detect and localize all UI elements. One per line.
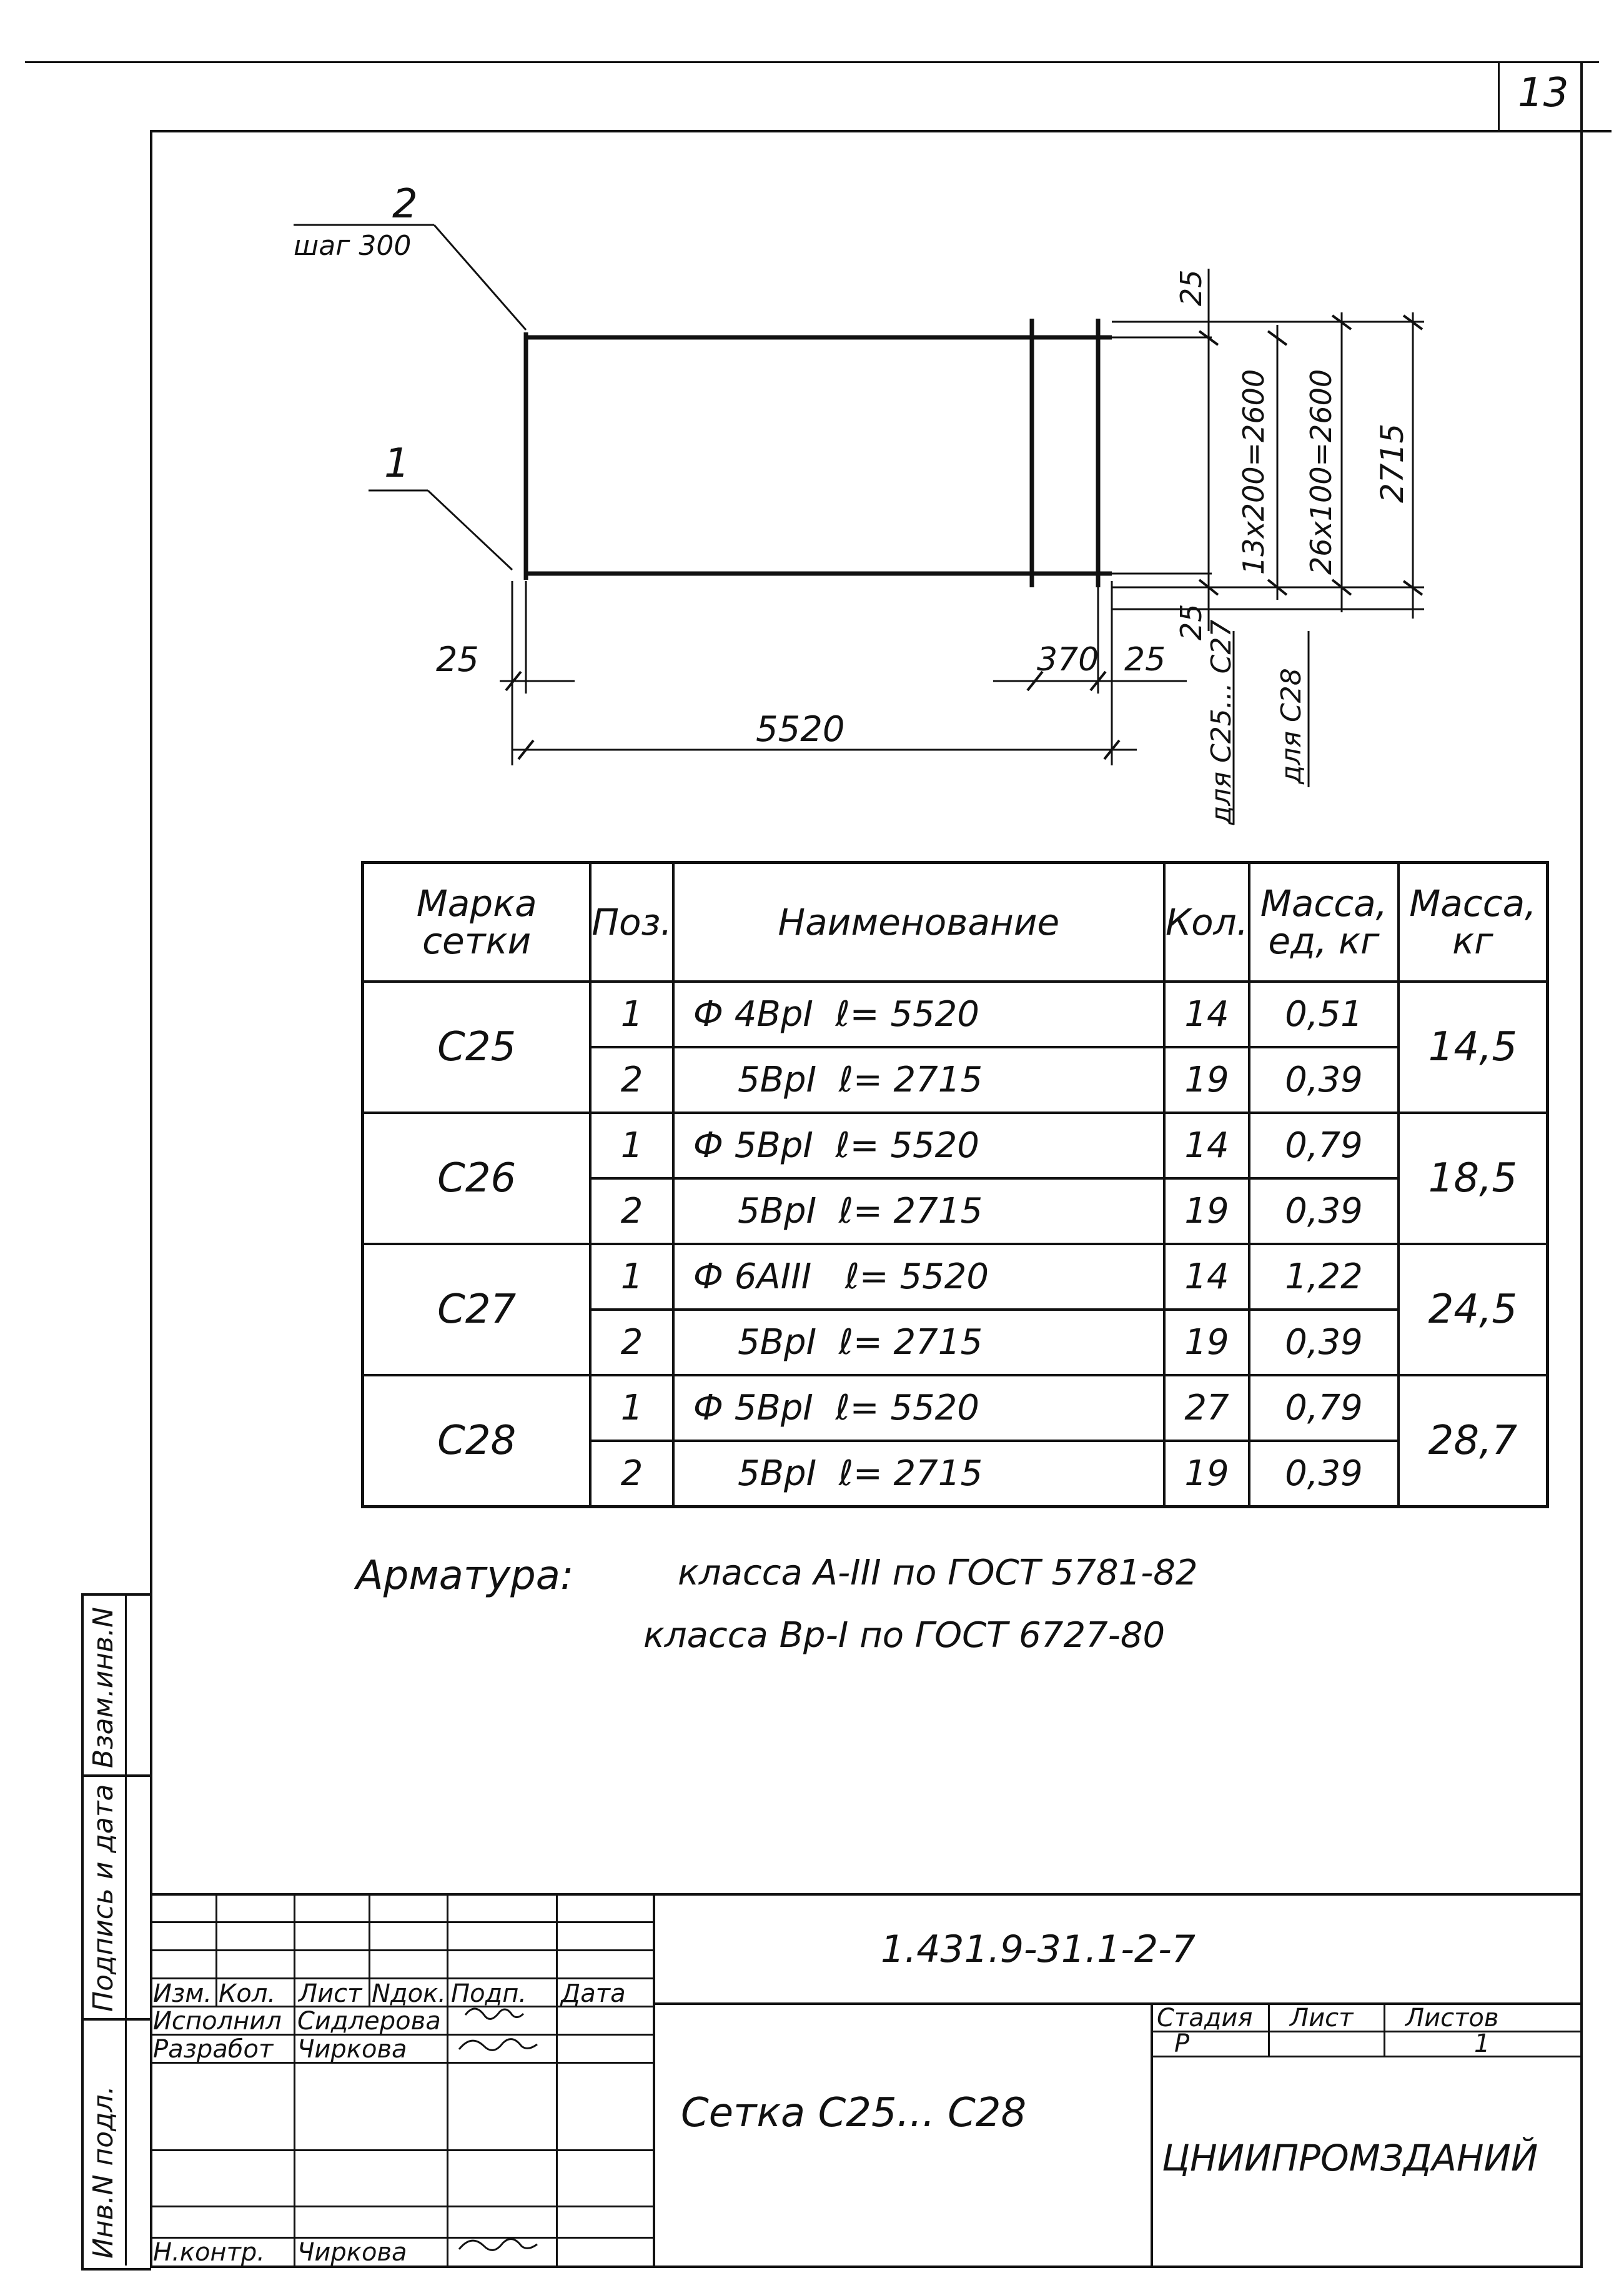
mesh-mark: С26 [363,1113,591,1244]
side-stamp-divider [81,2018,150,2021]
dim-2715: 2715 [1374,423,1410,503]
pitch-label: шаг 300 [294,230,412,262]
cell-qty: 19 [1164,1310,1249,1375]
side-stamp-replaced: Взам.инв.N [87,1607,119,1768]
cell-pos: 2 [590,1178,673,1244]
header-mass: Масса, кг [1399,863,1548,982]
dim-13x200: 13х200=2600 [1237,369,1270,575]
tb-name-nkontr: Чиркова [297,2238,407,2267]
cell-total-mass: 24,5 [1399,1244,1548,1375]
side-stamp-inv-orig: Инв.N подл. [87,2086,119,2259]
dim-length: 5520 [756,709,845,750]
title-block-v1 [653,1893,655,2267]
cell-unit-mass: 0,79 [1249,1375,1399,1441]
cell-unit-mass: 0,39 [1249,1441,1399,1507]
tb-sheets-value: 1 [1474,2029,1490,2058]
signature-mark [465,2009,523,2019]
tb-col-podp: Подп. [451,1979,527,2008]
header-qty: Кол. [1164,863,1249,982]
cell-pos: 1 [590,1113,673,1178]
cell-name: 5ВрI ℓ= 2715 [673,1310,1164,1375]
dim-26x100: 26х100=2600 [1304,369,1338,575]
title-block-h-stage2 [1151,2056,1583,2057]
tb-stage-header: Стадия [1157,2004,1253,2032]
header-mark: Марка сетки [363,863,591,982]
tb-grid-v [369,1893,370,2006]
notes-label: Арматура: [356,1553,574,1599]
cell-name: Ф 6АIII ℓ= 5520 [673,1244,1164,1310]
cell-unit-mass: 0,39 [1249,1047,1399,1113]
header-unit-mass: Масса, ед, кг [1249,863,1399,982]
cell-name: Ф 4ВрI ℓ= 5520 [673,982,1164,1047]
table-row [363,1244,1548,1310]
title-block-v2 [1151,2002,1153,2267]
header-name: Наименование [673,863,1164,982]
title-block-v-stage [1268,2002,1270,2057]
cell-unit-mass: 0,39 [1249,1310,1399,1375]
cell-pos: 1 [590,1244,673,1310]
signature-mark [459,2239,537,2251]
mesh-mark: С28 [363,1375,591,1507]
table-row [363,982,1548,1047]
tb-role-razrab: Разработ [153,2035,274,2064]
cell-pos: 2 [590,1310,673,1375]
tb-grid-v [447,1893,448,2267]
mesh-mark: С27 [363,1244,591,1375]
cell-pos: 2 [590,1047,673,1113]
tb-name-razrab: Чиркова [297,2035,407,2064]
pos-1-label: 1 [384,440,410,487]
pos-2-label: 2 [392,181,418,227]
specification-table [361,861,1549,1508]
cell-qty: 14 [1164,982,1249,1047]
tb-grid-h [150,1921,653,1923]
sheet-number: 13 [1518,70,1569,116]
cell-total-mass: 18,5 [1399,1113,1548,1244]
mesh-mark: С25 [363,982,591,1113]
cell-unit-mass: 1,22 [1249,1244,1399,1310]
tb-role-nkontr: Н.контр. [153,2238,265,2267]
header-pos: Поз. [590,863,673,982]
tb-role-ispolnil: Исполнил [153,2007,282,2036]
cell-unit-mass: 0,51 [1249,982,1399,1047]
tb-grid-v [294,2006,295,2267]
cell-total-mass: 28,7 [1399,1375,1548,1507]
tb-stage-value: Р [1174,2029,1190,2058]
cell-pos: 1 [590,982,673,1047]
tb-col-data: Дата [561,1979,626,2008]
note-c28: для С28 [1275,668,1307,784]
tb-sheet-header: Лист [1290,2004,1354,2032]
cell-name: Ф 5ВрI ℓ= 5520 [673,1113,1164,1178]
side-stamp-divider [81,1774,150,1777]
title-block-v-sheets [1384,2002,1385,2057]
side-stamp-inner [125,1593,127,2266]
side-stamp-sign-date: Подпись и дата [87,1784,119,2012]
tb-name-ispolnil: Сидлерова [297,2007,441,2036]
tb-grid-v [215,1893,217,2006]
cell-unit-mass: 0,39 [1249,1178,1399,1244]
tb-grid-v [556,1893,558,2267]
cell-name: 5ВрI ℓ= 2715 [673,1047,1164,1113]
notes-line-1: класса А-III по ГОСТ 5781-82 [678,1553,1198,1593]
dim-25-b: 25 [1124,641,1166,679]
doc-code: 1.431.9-31.1-2-7 [881,1927,1196,1971]
tb-col-izm: Изм. [153,1979,212,2008]
notes-line-2: класса Вр-I по ГОСТ 6727-80 [643,1615,1166,1656]
cell-unit-mass: 0,79 [1249,1113,1399,1178]
cell-qty: 19 [1164,1178,1249,1244]
cell-pos: 2 [590,1441,673,1507]
cell-name: Ф 5ВрI ℓ= 5520 [673,1375,1164,1441]
tb-sheets-header: Листов [1405,2004,1499,2032]
tb-grid-h [150,2206,653,2207]
dim-left-25: 25 [436,640,479,679]
cell-name: 5ВрI ℓ= 2715 [673,1178,1164,1244]
tb-grid-v [294,1893,295,2006]
cell-pos: 1 [590,1375,673,1441]
note-c25-c27: для С25... С27 [1206,619,1237,825]
dim-370: 370 [1037,641,1099,679]
cell-qty: 19 [1164,1047,1249,1113]
cell-name: 5ВрI ℓ= 2715 [673,1441,1164,1507]
table-header-row [363,863,1548,982]
cell-total-mass: 14,5 [1399,982,1548,1113]
org-name: ЦНИИПРОМЗДАНИЙ [1162,2137,1538,2179]
tb-grid-h [150,1949,653,1951]
dim-25-c: 25 [1174,604,1208,640]
dim-25-top: 25 [1174,269,1208,306]
tb-col-list: Лист [299,1979,362,2008]
doc-title: Сетка С25... С28 [681,2090,1027,2136]
tb-col-ndok: Nдок. [372,1979,446,2008]
table-row [363,1113,1548,1178]
tb-col-kol: Кол. [219,1979,276,2008]
cell-qty: 27 [1164,1375,1249,1441]
tb-grid-h [150,2149,653,2151]
cell-qty: 14 [1164,1244,1249,1310]
cell-qty: 14 [1164,1113,1249,1178]
title-block-top [150,1893,1583,1896]
cell-qty: 19 [1164,1441,1249,1507]
table-row [363,1375,1548,1441]
signature-mark [459,2039,537,2051]
